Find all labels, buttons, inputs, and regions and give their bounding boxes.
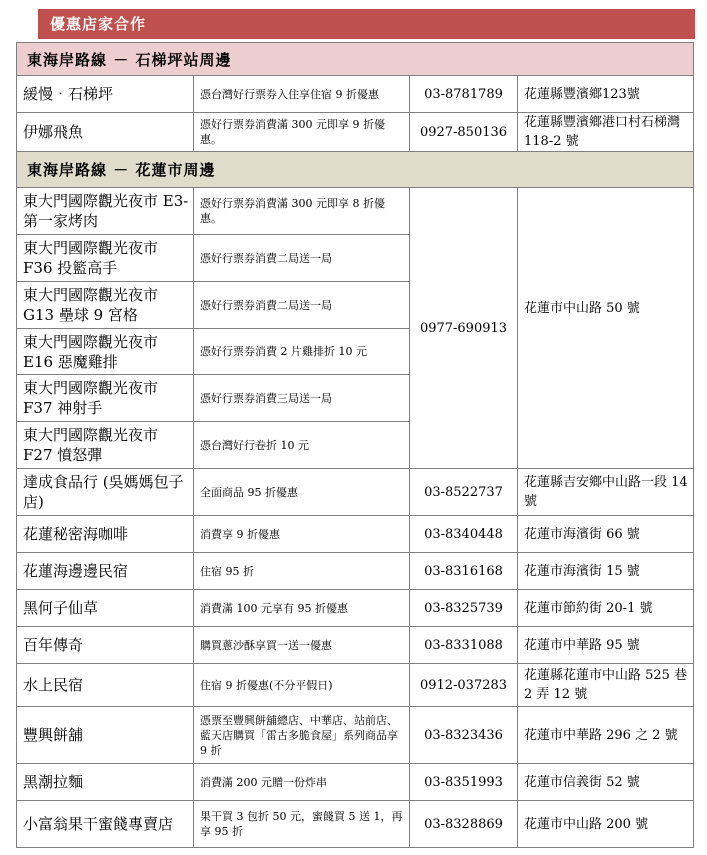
store-offer: 憑台灣好行票券入住享住宿 9 折優惠 [194,76,410,113]
store-offer: 購買蔥沙酥享買一送一優惠 [194,627,410,664]
store-address: 花蓮市信義街 52 號 [518,764,694,801]
store-name: 花蓮秘密海咖啡 [17,516,194,553]
table-row [17,664,694,707]
store-address: 花蓮縣豐濱鄉123號 [518,76,694,113]
store-offer: 憑好行票券消費二局送一局 [194,282,410,329]
store-phone: 03-8522737 [410,469,518,516]
store-offer: 憑好行票券消費 2 片雞排折 10 元 [194,329,410,375]
store-offer: 消費滿 100 元享有 95 折優惠 [194,590,410,627]
store-phone: 03-8323436 [410,707,518,764]
table-row [17,188,694,235]
store-name: 緩慢‧石梯坪 [17,76,194,113]
store-phone: 0927-850136 [410,113,518,152]
section-header [17,43,694,76]
store-address: 花蓮縣豐濱鄉港口村石梯灣 118-2 號 [518,113,694,152]
store-name: 東大門國際觀光夜市 G13 壘球 9 宮格 [17,282,194,329]
store-phone: 03-8331088 [410,627,518,664]
section-heading: 東海岸路線 － 花蓮市周邊 [17,152,694,188]
store-offer: 住宿 9 折優惠(不分平假日) [194,664,410,707]
store-name: 黑潮拉麵 [17,764,194,801]
table-row [17,113,694,152]
store-offer: 憑票至豐興餅舖總店、中華店、站前店、藍天店購買「雷古多脆食屋」系列商品享 9 折 [194,707,410,764]
store-phone: 03-8328869 [410,801,518,848]
store-name: 東大門國際觀光夜市 F36 投籃高手 [17,235,194,282]
store-phone: 0912-037283 [410,664,518,707]
store-address: 花蓮市海濱街 15 號 [518,553,694,590]
store-name: 東大門國際觀光夜市 F37 神射手 [17,375,194,422]
store-name: 花蓮海邊邊民宿 [17,553,194,590]
store-offer: 憑好行票券消費二局送一局 [194,235,410,282]
table-row [17,76,694,113]
store-name: 東大門國際觀光夜市 E16 惡魔雞排 [17,329,194,375]
store-phone: 0977-690913 [410,188,518,469]
table-row [17,553,694,590]
store-name: 百年傳奇 [17,627,194,664]
table-row [17,707,694,764]
store-phone: 03-8316168 [410,553,518,590]
store-address: 花蓮市中山路 50 號 [518,188,694,469]
store-name: 東大門國際觀光夜市 F27 憤怒彈 [17,422,194,469]
store-offer: 憑台灣好行卷折 10 元 [194,422,410,469]
table-row [17,469,694,516]
store-phone: 03-8351993 [410,764,518,801]
store-address: 花蓮市海濱街 66 號 [518,516,694,553]
store-offer: 住宿 95 折 [194,553,410,590]
store-name: 達成食品行 (吳媽媽包子店) [17,469,194,516]
store-name: 黑何子仙草 [17,590,194,627]
store-offer: 消費享 9 折優惠 [194,516,410,553]
table-row [17,516,694,553]
table-row [17,590,694,627]
store-name: 伊娜飛魚 [17,113,194,152]
table-row [17,764,694,801]
store-offer: 憑好行票券消費三局送一局 [194,375,410,422]
store-address: 花蓮縣花蓮市中山路 525 巷 2 弄 12 號 [518,664,694,707]
store-name: 豐興餅舖 [17,707,194,764]
store-phone: 03-8340448 [410,516,518,553]
store-address: 花蓮市中華路 95 號 [518,627,694,664]
store-name: 小富翁果干蜜餞專賣店 [17,801,194,848]
partner-stores-table [16,42,694,848]
store-address: 花蓮市節約街 20-1 號 [518,590,694,627]
store-name: 東大門國際觀光夜市 E3-第一家烤肉 [17,188,194,235]
table-row [17,801,694,848]
store-address: 花蓮縣吉安鄉中山路一段 14 號 [518,469,694,516]
store-offer: 果干買 3 包折 50 元，蜜餞買 5 送 1，再享 95 折 [194,801,410,848]
store-offer: 憑好行票券消費滿 300 元即享 9 折優惠。 [194,113,410,152]
table-row [17,627,694,664]
page-title: 優惠店家合作 [38,9,695,39]
store-phone: 03-8781789 [410,76,518,113]
store-offer: 憑好行票券消費滿 300 元即享 8 折優惠。 [194,188,410,235]
store-phone: 03-8325739 [410,590,518,627]
store-name: 水上民宿 [17,664,194,707]
store-address: 花蓮市中華路 296 之 2 號 [518,707,694,764]
section-header [17,152,694,188]
store-offer: 全面商品 95 折優惠 [194,469,410,516]
section-heading: 東海岸路線 － 石梯坪站周邊 [17,43,694,76]
store-offer: 消費滿 200 元贈一份炸串 [194,764,410,801]
store-address: 花蓮市中山路 200 號 [518,801,694,848]
